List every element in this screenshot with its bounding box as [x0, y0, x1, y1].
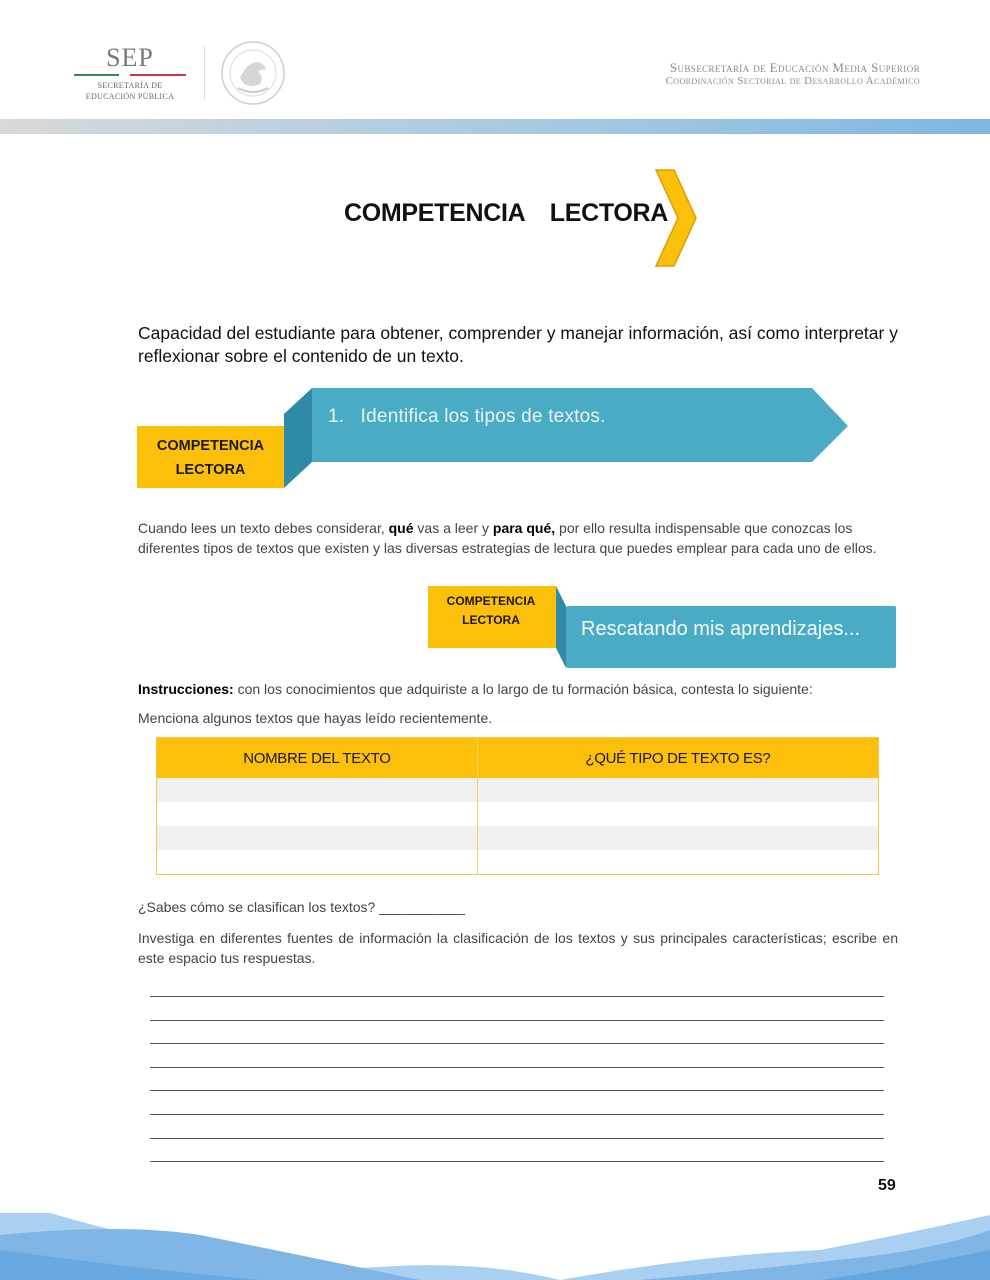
intro-paragraph [138, 518, 898, 558]
badge-line1: COMPETENCIA [446, 594, 536, 608]
header-divider [204, 46, 205, 100]
answer-line[interactable] [150, 1161, 884, 1185]
answer-line[interactable] [150, 1067, 884, 1091]
sep-acronym: SEP [106, 43, 154, 72]
answer-line[interactable] [150, 1020, 884, 1044]
chevron-right-icon [654, 168, 700, 268]
answer-line[interactable] [150, 1043, 884, 1067]
header-gradient-bar [0, 119, 990, 134]
para-text: Cuando lees un texto debes considerar, [138, 520, 389, 536]
logo-line1: SECRETARÍA DE [97, 81, 163, 90]
question-clasificacion: ¿Sabes cómo se clasifican los textos? ___________ [138, 899, 465, 915]
table-row [157, 826, 879, 850]
logo-rule [74, 74, 186, 76]
cell-nombre[interactable] [157, 826, 478, 850]
header-coordinacion: Coordinación Sectorial de Desarrollo Académico [665, 75, 920, 87]
answer-line[interactable] [150, 1138, 884, 1162]
competencia-badge-1-text [137, 434, 284, 482]
badge-line1: COMPETENCIA [156, 438, 265, 454]
header-institution [666, 61, 920, 88]
para-text: vas a leer y [413, 520, 493, 536]
table-row [157, 850, 879, 875]
answer-line[interactable] [150, 1090, 884, 1114]
sep-logo [70, 44, 190, 102]
answer-line[interactable] [150, 1114, 884, 1138]
header-nombre: NOMBRE DEL TEXTO [157, 738, 478, 779]
para-bold-que: qué [388, 520, 414, 536]
table-header-row [157, 738, 879, 779]
cell-tipo[interactable] [477, 802, 878, 826]
answer-lines[interactable] [150, 996, 884, 1185]
instructions-text: con los conocimientos que adquiriste a lo largo de tu formación básica, contesta lo siguiente: [233, 681, 813, 697]
cell-nombre[interactable] [157, 802, 478, 826]
section-arrow-banner [282, 386, 852, 490]
question-investiga: Investiga en diferentes fuentes de información la clasificación de los textos y sus principales características; escribe en este espacio tus respuestas. [138, 930, 898, 966]
competencia-badge-2-text [428, 592, 554, 630]
table-row [157, 802, 879, 826]
para-bold-para-que: para qué, [492, 520, 556, 536]
para-text: por ello resulta indispensable que conozcas los diferentes tipos de textos que existen y las diversas estrategias de lectura que puedes emplear para cada uno de ellos. [138, 520, 877, 556]
badge-line2: LECTORA [462, 613, 520, 627]
section-heading: 1. Identifica los tipos de textos. [328, 406, 606, 427]
page-title: COMPETENCIA LECTORA [344, 199, 669, 227]
texts-table [156, 737, 879, 875]
header-tipo: ¿QUÉ TIPO DE TEXTO ES? [477, 738, 878, 779]
cell-tipo[interactable] [477, 826, 878, 850]
competencia-definition: Capacidad del estudiante para obtener, comprender y manejar información, así como interpretar y reflexionar sobre el contenido de un texto. [138, 323, 898, 366]
page-number: 59 [878, 1177, 896, 1194]
table-row [157, 778, 879, 802]
instructions-label: Instrucciones: [138, 681, 234, 697]
cell-nombre[interactable] [157, 850, 478, 875]
menciona-prompt: Menciona algunos textos que hayas leído recientemente. [138, 710, 493, 726]
header-subsecretaria: Subsecretaría de Educación Media Superior [669, 60, 920, 75]
instructions [138, 681, 898, 697]
cell-tipo[interactable] [477, 778, 878, 802]
cell-nombre[interactable] [157, 778, 478, 802]
badge-line2: LECTORA [175, 462, 246, 478]
answer-line[interactable] [150, 996, 884, 1020]
logo-line2: EDUCACIÓN PÚBLICA [85, 92, 175, 101]
footer-wave-decoration [0, 1195, 990, 1280]
cell-tipo[interactable] [477, 850, 878, 875]
mexican-seal-icon [220, 40, 286, 106]
rescatando-heading: Rescatando mis aprendizajes... [581, 618, 861, 640]
